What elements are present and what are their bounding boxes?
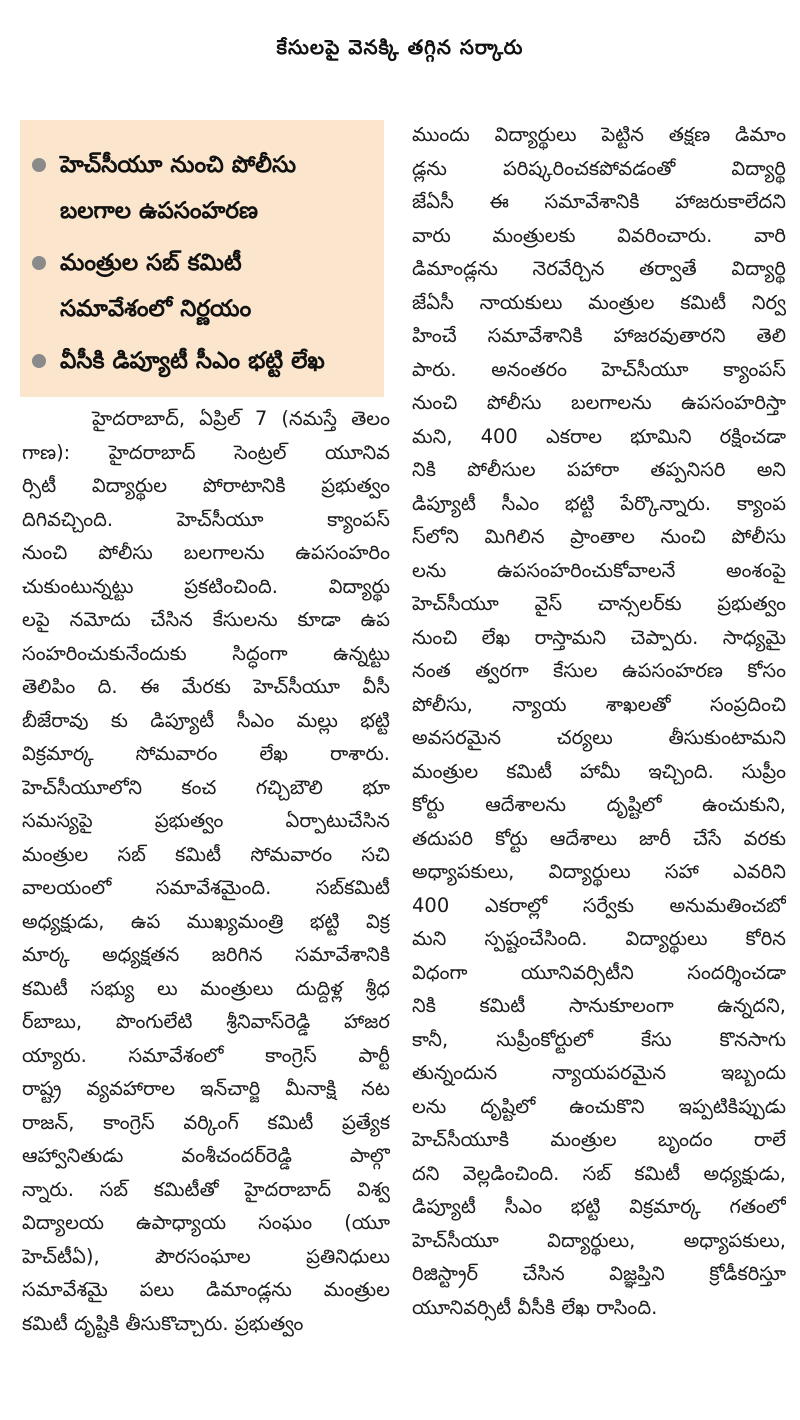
article-text-line: విద్యాలయ ఉపాధ్యాయ సంఘం (యూ (22, 1211, 390, 1234)
highlight-line: హెచ్‌సీయూ నుంచి పోలీసు (60, 152, 297, 178)
article-text-line: డిప్యూటీ సీఎం భట్టి పేర్కొన్నారు. క్యాంప (412, 491, 786, 515)
highlight-item (32, 338, 374, 384)
article-text-line: తెలిపిం ది. ఈ మేరకు హెచ్‌సీయూ వీసీ (22, 675, 390, 698)
article-text-line: అవసరమైన చర్యలు తీసుకుంటామని (412, 726, 786, 749)
article-text-line: కోర్టు ఆదేశాలను దృష్టిలో ఉంచుకుని, (412, 793, 786, 816)
article-text-line: హెచ్‌సీయూ విద్యార్థులు, అధ్యాపకులు, (412, 1228, 786, 1252)
bullet-icon (32, 354, 46, 368)
article-text-line: అధ్యాపకులు, విద్యార్థులు సహా ఎవరిని (412, 860, 786, 883)
article-column-right (412, 118, 786, 1324)
article-text-line: హైదరాబాద్, ఏప్రిల్ 7 (నమస్తే తెలం (92, 407, 390, 430)
article-text-line: సంహరించుకునేందుకు సిద్ధంగా ఉన్నట్టు (22, 641, 390, 665)
article-text-line: నుంచి పోలీసు బలగాలను ఉపసంహరిం (22, 541, 390, 564)
article-text-line: నికి పోలీసుల పహారా తప్పనిసరి అని (412, 458, 786, 481)
article-text-line: కమిటీ సభ్యు లు మంత్రులు దుద్దిళ్ల శ్రీధ (22, 976, 390, 1000)
article-text-line: హించే సమావేశానికి హాజరవుతారని తెలి (412, 324, 786, 347)
highlight-line: బలగాల ఉపసంహరణ (60, 198, 258, 224)
article-text-line: యూనివర్సిటీ వీసీకి లేఖ రాసింది. (412, 1295, 658, 1319)
article-text-line: స్‌లోని మిగిలిన ప్రాంతాల నుంచి పోలీసు (412, 525, 786, 548)
article-text-line: హెచ్‌సీయూలోని కంచ గచ్చిబౌలి భూ (22, 775, 390, 799)
article-text-line: 400 ఎకరాల్లో సర్వేకు అనుమతించబో (412, 893, 786, 917)
highlight-item (32, 240, 374, 332)
article-text-line: గాణ): హైదరాబాద్ సెంట్రల్ యూనివ (22, 440, 390, 464)
article-text-line: జేఏసీ నాయకులు మంత్రుల కమిటీ నిర్వ (412, 290, 786, 314)
highlight-text (60, 240, 251, 332)
highlight-line: మంత్రుల సబ్ కమిటీ (60, 250, 242, 276)
article-text-line: దిగివచ్చింది. హెచ్‌సీయూ క్యాంపస్ (22, 507, 390, 531)
article-text-line: విక్రమార్క సోమవారం లేఖ రాశారు. (22, 742, 390, 765)
article-text-line: మని స్పష్టంచేసింది. విద్యార్థులు కోరిన (412, 927, 786, 950)
article-text-line: మార్క అధ్యక్షతన జరిగిన సమావేశానికి (22, 943, 390, 966)
article-text-line: పోలీసు, న్యాయ శాఖలతో సంప్రదించి (412, 692, 786, 716)
article-text-line: నుంచి పోలీసు బలగాలను ఉపసంహరిస్తా (412, 391, 786, 414)
article-text-line: రిజిస్ట్రార్ చేసిన విజ్ఞప్తిని క్రోడీకరిస్తూ (412, 1262, 786, 1285)
article-text-line: చుకుంటున్నట్టు ప్రకటించింది. విద్యార్థు (22, 574, 390, 598)
article-text-line: మని, 400 ఎకరాల భూమిని రక్షించడా (412, 424, 786, 448)
article-text-line: హెచ్‌టీఏ), పౌరసంఘాల ప్రతినిధులు (22, 1244, 390, 1268)
highlight-text (60, 338, 325, 384)
article-text-line: ముందు విద్యార్థులు పెట్టిన తక్షణ డిమాం (412, 123, 786, 146)
article-text-line: ర్‌బాబు, పొంగులేటి శ్రీనివాస్‌రెడ్డి హాజర (22, 1010, 390, 1033)
article-text-line: కమిటీ దృష్టికి తీసుకొచ్చారు. ప్రభుత్వం (22, 1311, 304, 1335)
article-text-line: డిప్యూటీ సీఎం భట్టి విక్రమార్క గతంలో (412, 1195, 786, 1218)
article-text-line: రాష్ట్ర వ్యవహారాల ఇన్‌చార్జి మీనాక్షి నట (22, 1077, 390, 1100)
article-text-line: వాలయంలో సమావేశమైంది. సబ్‌కమిటీ (22, 876, 390, 899)
article-text-line: నికి కమిటీ సానుకూలంగా ఉన్నదని, (412, 994, 786, 1017)
article-text-line: డిమాండ్లను నెరవేర్చిన తర్వాతే విద్యార్థి (412, 257, 786, 280)
article-text-line: మంత్రుల కమిటీ హామీ ఇచ్చింది. సుప్రీం (412, 759, 786, 783)
article-text-line: లపై నమోదు చేసిన కేసులను కూడా ఉప (22, 608, 390, 631)
highlight-text (60, 142, 296, 234)
article-text-line: నంత త్వరగా కేసుల ఉపసంహరణ కోసం (412, 659, 786, 682)
article-text-line: వారు మంత్రులకు వివరించారు. వారి (412, 223, 786, 247)
article-text-line: పారు. అనంతరం హెచ్‌సీయూ క్యాంపస్ (412, 357, 786, 381)
article-text-line: జేఏసీ ఈ సమావేశానికి హాజరుకాలేదని (412, 190, 786, 213)
highlight-item (32, 142, 374, 234)
article-text-line: ర్సిటీ విద్యార్థుల పోరాటానికి ప్రభుత్వం (22, 474, 390, 497)
article-text-line: హెచ్‌సీయూకి మంత్రుల బృందం రాలే (412, 1128, 786, 1151)
article-text-line: తున్నందున న్యాయపరమైన ఇబ్బందు (412, 1061, 786, 1084)
article-text-line: హెచ్‌సీయూ వైస్ చాన్సలర్‌కు ప్రభుత్వం (412, 592, 786, 615)
highlight-line: వీసీకి డిప్యూటీ సీఎం భట్టి లేఖ (60, 348, 325, 374)
article-text-line: తదుపరి కోర్టు ఆదేశాలు జారీ చేసే వరకు (412, 826, 786, 850)
article-text-line: ఆహ్వానితుడు వంశీచందర్‌రెడ్డి పాల్గొ (22, 1144, 390, 1167)
article-column-left (22, 402, 390, 1340)
article-text-line: దని వెల్లడించింది. సబ్ కమిటీ అధ్యక్షుడు, (412, 1161, 786, 1185)
article-text-line: య్యారు. సమావేశంలో కాంగ్రెస్ పార్టీ (22, 1043, 390, 1067)
article-text-line: బీజేరావు కు డిప్యూటీ సీఎం మల్లు భట్టి (22, 708, 390, 732)
article-text-line: డ్లను పరిష్కరించకపోవడంతో విద్యార్థి (412, 156, 786, 180)
bullet-icon (32, 158, 46, 172)
article-text-line: కానీ, సుప్రీంకోర్టులో కేసు కొనసాగు (412, 1027, 786, 1051)
article-text-line: రాజన్, కాంగ్రెస్ వర్కింగ్ కమిటీ ప్రత్యేక (22, 1110, 390, 1134)
article-text-line: సమావేశమై పలు డిమాండ్లను మంత్రుల (22, 1278, 390, 1301)
article-text-line: అధ్యక్షుడు, ఉప ముఖ్యమంత్రి భట్టి విక్ర (22, 909, 390, 933)
headline: కేసులపై వెనక్కి తగ్గిన సర్కారు (276, 34, 524, 59)
article-text-line: విధంగా యూనివర్సిటీని సందర్శించడా (412, 960, 786, 984)
article-text-line: సమస్యపై ప్రభుత్వం ఏర్పాటుచేసిన (22, 809, 390, 832)
article-text-line: మంత్రుల సబ్ కమిటీ సోమవారం సచి (22, 842, 390, 866)
article-text-line: న్నారు. సబ్ కమిటీతో హైదరాబాద్ విశ్వ (22, 1177, 390, 1201)
article-text-line: నుంచి లేఖ రాస్తామని చెప్పారు. సాధ్యమై (412, 625, 786, 649)
highlight-line: సమావేశంలో నిర్ణయం (60, 296, 252, 322)
article-text-line: లను ఉపసంహరించుకోవాలనే అంశంపై (412, 558, 786, 582)
article-text-line: లను దృష్టిలో ఉంచుకొని ఇప్పటికిప్పుడు (412, 1094, 786, 1118)
bullet-icon (32, 256, 46, 270)
highlights-box (20, 120, 384, 397)
